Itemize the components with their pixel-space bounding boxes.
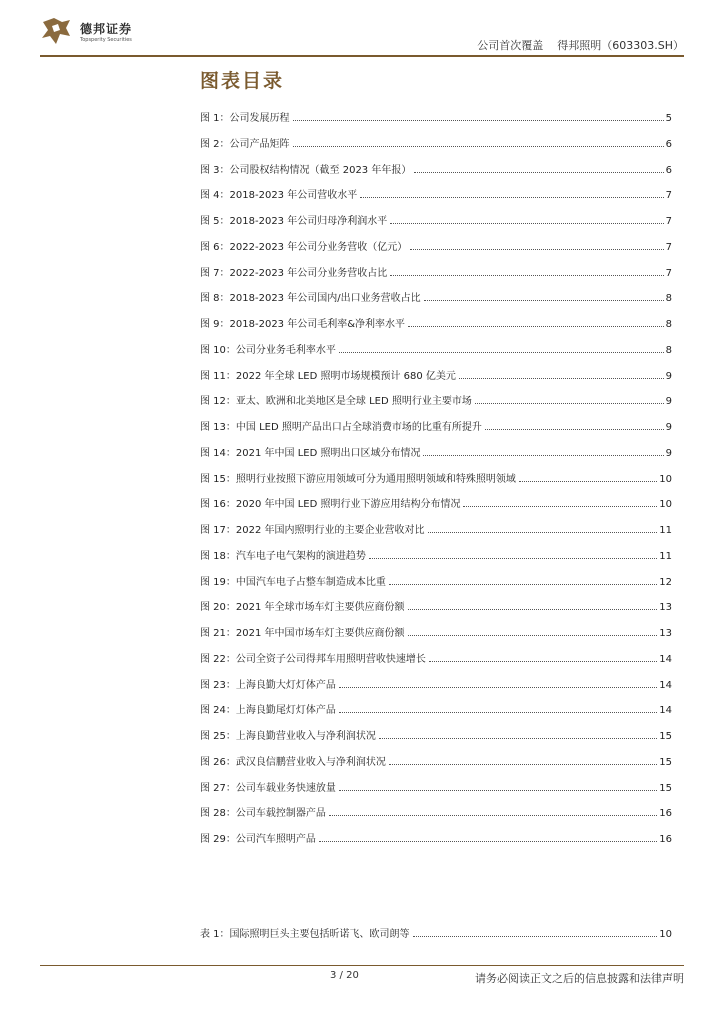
toc-leader-dots bbox=[360, 197, 663, 198]
toc-entry-page: 9 bbox=[665, 370, 672, 382]
toc-figure-entry[interactable] bbox=[200, 314, 672, 330]
toc-entry-label: 图 22：公司全资子公司得邦车用照明营收快速增长 bbox=[200, 653, 426, 665]
toc-leader-dots bbox=[423, 455, 663, 456]
toc-entry-label: 图 2：公司产品矩阵 bbox=[200, 138, 290, 150]
toc-entry-label: 图 21：2021 年中国市场车灯主要供应商份额 bbox=[200, 628, 405, 639]
logo-mark-icon bbox=[40, 16, 74, 48]
toc-leader-dots bbox=[293, 146, 664, 147]
toc-entry-page: 8 bbox=[665, 344, 672, 356]
toc-figure-entry[interactable] bbox=[200, 572, 672, 588]
toc-figure-entry[interactable] bbox=[200, 829, 672, 845]
toc-leader-dots bbox=[339, 712, 657, 713]
toc-figure-entry[interactable] bbox=[200, 700, 672, 716]
toc-leader-dots bbox=[459, 378, 664, 379]
report-header bbox=[477, 37, 684, 53]
toc-leader-dots bbox=[428, 532, 658, 533]
toc-figure-entry[interactable] bbox=[200, 726, 672, 742]
toc-entry-page: 10 bbox=[659, 499, 672, 511]
toc-entry-page: 11 bbox=[659, 550, 672, 562]
toc-entry-label: 图 19：中国汽车电子占整车制造成本比重 bbox=[200, 576, 386, 588]
toc-entry-label: 图 23：上海良勤大灯灯体产品 bbox=[200, 679, 336, 691]
toc-figure-entry[interactable] bbox=[200, 623, 672, 639]
toc-figure-entry[interactable] bbox=[200, 134, 672, 150]
toc-entry-label: 图 3：公司股权结构情况（截至 2023 年年报） bbox=[200, 164, 412, 176]
toc-entry-label: 图 8：2018-2023 年公司国内/出口业务营收占比 bbox=[200, 293, 421, 305]
toc-leader-dots bbox=[319, 841, 657, 842]
toc-leader-dots bbox=[410, 249, 663, 250]
toc-entry-label: 图 5：2018-2023 年公司归母净利润水平 bbox=[200, 216, 388, 227]
toc-figure-entry[interactable] bbox=[200, 469, 672, 485]
toc-entry-page: 11 bbox=[659, 525, 672, 536]
toc-leader-dots bbox=[369, 558, 657, 559]
toc-entry-label: 图 16：2020 年中国 LED 照明行业下游应用结构分布情况 bbox=[200, 499, 461, 511]
toc-figure-entry[interactable] bbox=[200, 263, 672, 279]
toc-leader-dots bbox=[463, 506, 657, 507]
toc-entry-label: 图 1：公司发展历程 bbox=[200, 113, 290, 124]
toc-entry-page: 6 bbox=[665, 164, 672, 176]
toc-leader-dots bbox=[390, 223, 663, 224]
toc-figure-entry[interactable] bbox=[200, 288, 672, 304]
page-number: 3 / 20 bbox=[330, 970, 359, 981]
company-ticker: 得邦照明（603303.SH） bbox=[557, 39, 684, 52]
toc-leader-dots bbox=[408, 609, 658, 610]
toc-leader-dots bbox=[519, 481, 657, 482]
toc-leader-dots bbox=[485, 429, 664, 430]
toc-entry-page: 8 bbox=[665, 293, 672, 305]
footer-divider bbox=[40, 965, 684, 966]
logo-chinese-name: 德邦证券 bbox=[80, 22, 133, 36]
toc-table-entry[interactable] bbox=[200, 924, 672, 940]
toc-entry-page: 9 bbox=[665, 422, 672, 433]
header-divider bbox=[40, 55, 684, 57]
toc-entry-label: 图 9：2018-2023 年公司毛利率&净利率水平 bbox=[200, 319, 406, 330]
toc-entry-label: 图 17：2022 年国内照明行业的主要企业营收对比 bbox=[200, 525, 425, 536]
toc-leader-dots bbox=[339, 790, 657, 791]
toc-leader-dots bbox=[424, 300, 664, 301]
toc-entry-page: 14 bbox=[659, 679, 672, 691]
toc-leader-dots bbox=[339, 352, 664, 353]
toc-entry-label: 图 13：中国 LED 照明产品出口占全球消费市场的比重有所提升 bbox=[200, 422, 482, 433]
toc-entry-page: 7 bbox=[665, 241, 672, 253]
toc-entry-label: 图 27：公司车载业务快速放量 bbox=[200, 782, 336, 794]
toc-entry-label: 图 20：2021 年全球市场车灯主要供应商份额 bbox=[200, 602, 405, 614]
toc-leader-dots bbox=[389, 764, 657, 765]
toc-entry-page: 16 bbox=[659, 834, 672, 845]
toc-entry-page: 6 bbox=[665, 138, 672, 150]
toc-figure-entry[interactable] bbox=[200, 778, 672, 794]
toc-entry-page: 15 bbox=[659, 756, 672, 768]
toc-entry-page: 8 bbox=[665, 319, 672, 330]
toc-entry-page: 9 bbox=[665, 447, 672, 459]
toc-entry-label: 图 18：汽车电子电气架构的演进趋势 bbox=[200, 550, 366, 562]
toc-entry-page: 15 bbox=[659, 731, 672, 742]
toc-leader-dots bbox=[390, 275, 663, 276]
toc-entry-page: 13 bbox=[659, 602, 672, 614]
toc-figure-entry[interactable] bbox=[200, 160, 672, 176]
toc-entry-page: 14 bbox=[659, 705, 672, 717]
toc-leader-dots bbox=[379, 738, 657, 739]
toc-leader-dots bbox=[413, 936, 658, 937]
toc-entry-page: 10 bbox=[659, 929, 672, 940]
toc-entry-page: 12 bbox=[659, 576, 672, 588]
toc-entry-label: 图 24：上海良勤尾灯灯体产品 bbox=[200, 705, 336, 717]
toc-entry-page: 10 bbox=[659, 473, 672, 485]
toc-leader-dots bbox=[408, 326, 664, 327]
toc-figure-entry[interactable] bbox=[200, 185, 672, 201]
toc-figure-entry[interactable] bbox=[200, 752, 672, 768]
toc-figure-entry[interactable] bbox=[200, 649, 672, 665]
toc-figure-entry[interactable] bbox=[200, 211, 672, 227]
toc-entry-page: 15 bbox=[659, 782, 672, 794]
toc-entry-label: 图 6：2022-2023 年公司分业务营收（亿元） bbox=[200, 241, 408, 253]
toc-leader-dots bbox=[475, 403, 664, 404]
toc-leader-dots bbox=[414, 172, 663, 173]
toc-figure-entry[interactable] bbox=[200, 443, 672, 459]
toc-figure-entry[interactable] bbox=[200, 340, 672, 356]
toc-leader-dots bbox=[389, 584, 657, 585]
toc-entry-label: 图 7：2022-2023 年公司分业务营收占比 bbox=[200, 267, 388, 279]
toc-entry-page: 7 bbox=[665, 267, 672, 279]
toc-entry-page: 7 bbox=[665, 190, 672, 202]
toc-figure-entry[interactable] bbox=[200, 108, 672, 124]
toc-entry-label: 表 1：国际照明巨头主要包括昕诺飞、欧司朗等 bbox=[200, 929, 410, 940]
toc-figure-entry[interactable] bbox=[200, 391, 672, 407]
toc-entry-label: 图 25：上海良勤营业收入与净利润状况 bbox=[200, 731, 376, 742]
toc-figure-entry[interactable] bbox=[200, 803, 672, 819]
toc-entry-page: 5 bbox=[665, 113, 672, 124]
toc-figure-entry[interactable] bbox=[200, 417, 672, 433]
toc-entry-label: 图 12：亚太、欧洲和北美地区是全球 LED 照明行业主要市场 bbox=[200, 396, 472, 408]
toc-figure-entry[interactable] bbox=[200, 597, 672, 613]
toc-entry-label: 图 4：2018-2023 年公司营收水平 bbox=[200, 190, 358, 202]
toc-leader-dots bbox=[293, 120, 664, 121]
toc-figure-entry[interactable] bbox=[200, 546, 672, 562]
toc-entry-label: 图 28：公司车载控制器产品 bbox=[200, 808, 326, 820]
toc-leader-dots bbox=[429, 661, 657, 662]
toc-figure-entry[interactable] bbox=[200, 366, 672, 382]
toc-entry-label: 图 10：公司分业务毛利率水平 bbox=[200, 344, 336, 356]
toc-figure-entry[interactable] bbox=[200, 494, 672, 510]
toc-leader-dots bbox=[408, 635, 658, 636]
toc-entry-label: 图 29：公司汽车照明产品 bbox=[200, 834, 316, 845]
disclaimer-note: 请务必阅读正文之后的信息披露和法律声明 bbox=[475, 972, 684, 985]
logo-english-name: Topsperity Securities bbox=[80, 37, 132, 43]
toc-title: 图表目录 bbox=[200, 70, 285, 92]
toc-leader-dots bbox=[329, 815, 657, 816]
company-logo bbox=[40, 16, 180, 48]
toc-entry-page: 13 bbox=[659, 628, 672, 639]
toc-figure-entry[interactable] bbox=[200, 520, 672, 536]
toc-entry-page: 16 bbox=[659, 808, 672, 820]
toc-entry-label: 图 15：照明行业按照下游应用领域可分为通用照明领域和特殊照明领域 bbox=[200, 473, 516, 485]
toc-leader-dots bbox=[339, 687, 657, 688]
toc-entry-label: 图 11：2022 年全球 LED 照明市场规模预计 680 亿美元 bbox=[200, 370, 456, 382]
toc-entry-label: 图 14：2021 年中国 LED 照明出口区域分布情况 bbox=[200, 447, 421, 459]
toc-entry-page: 14 bbox=[659, 653, 672, 665]
report-type: 公司首次覆盖 bbox=[477, 39, 544, 52]
toc-entry-label: 图 26：武汉良信鹏营业收入与净利润状况 bbox=[200, 756, 386, 768]
toc-entry-page: 7 bbox=[665, 216, 672, 227]
toc-figure-entry[interactable] bbox=[200, 237, 672, 253]
toc-figure-entry[interactable] bbox=[200, 675, 672, 691]
toc-entry-page: 9 bbox=[665, 396, 672, 408]
